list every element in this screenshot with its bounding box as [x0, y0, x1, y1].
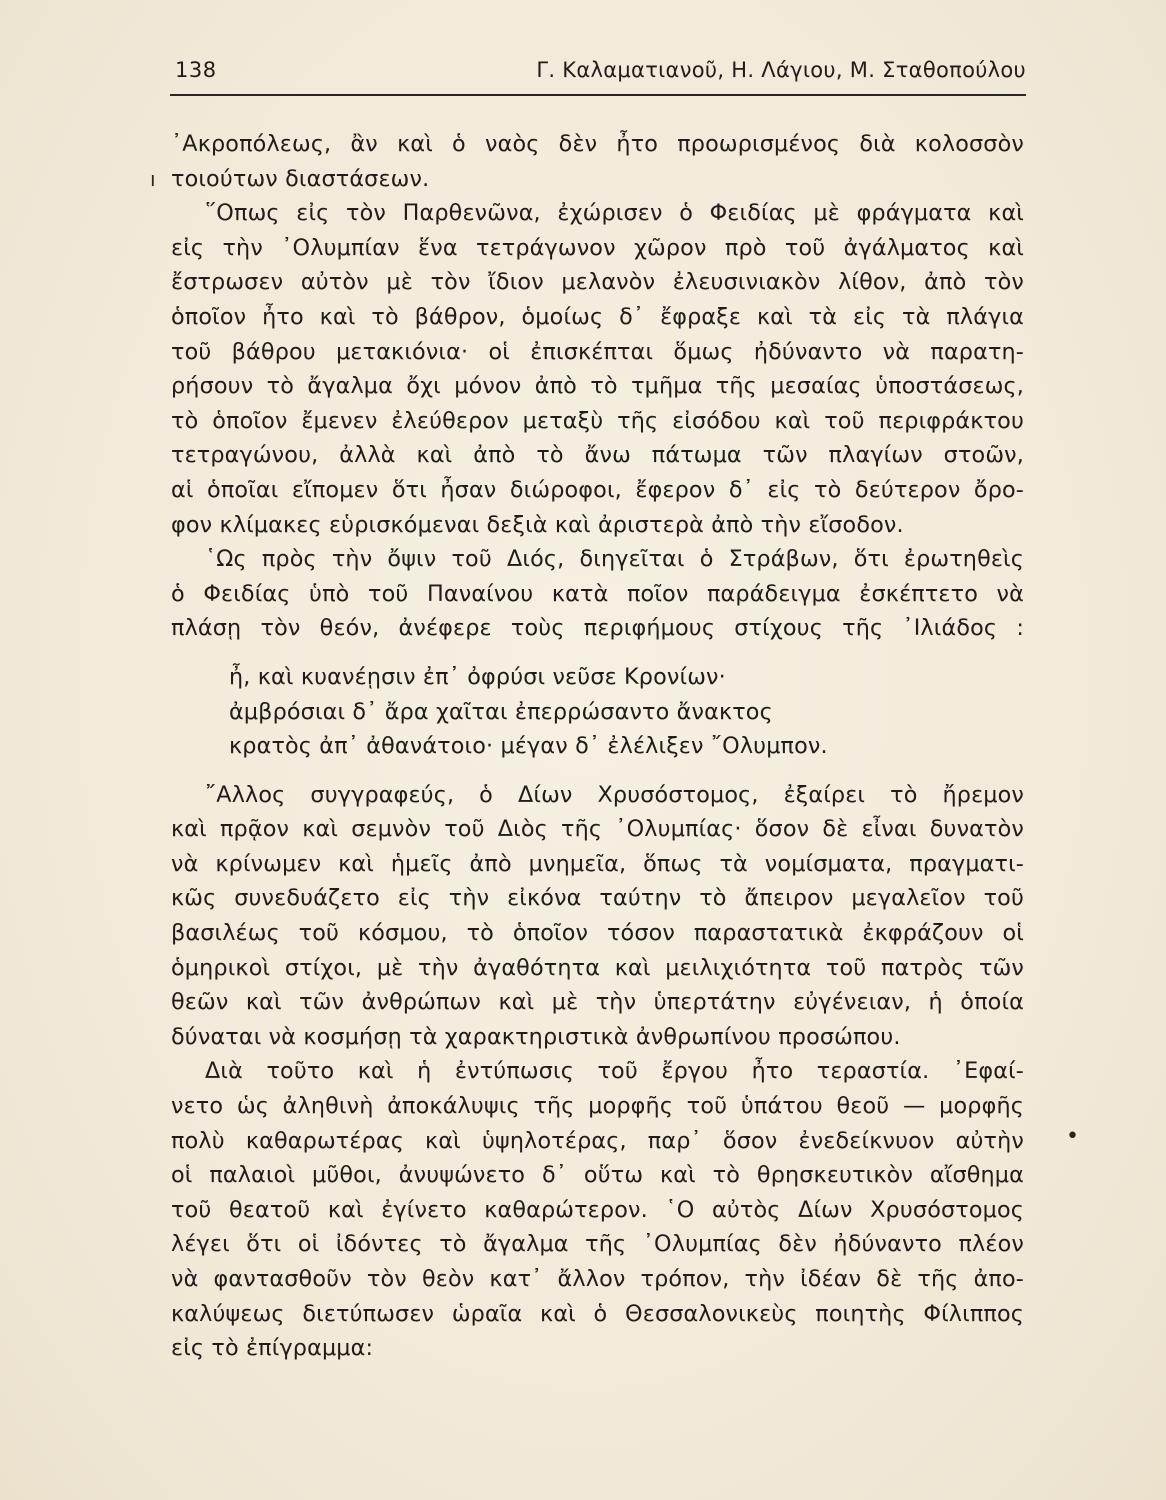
verse-quotation: [171, 660, 1024, 764]
text-line: ῎Αλλος συγγραφεύς, ὁ Δίων Χρυσόστομος, ἐξαίρει τὸ ἤρεμον: [205, 781, 1024, 808]
text-line: λέγει ὅτι οἱ ἰδόντες τὸ ἄγαλμα τῆς ᾿Ολυμπίας δὲν ἠδύναντο πλέον: [171, 1231, 1024, 1258]
text-line: ἔστρωσεν αὐτὸν μὲ τὸν ἴδιον μελανὸν ἐλευσινιακὸν λίθον, ἀπὸ τὸν: [171, 269, 1024, 296]
text-line: καὶ πρᾷον καὶ σεμνὸν τοῦ Διὸς τῆς ᾿Ολυμπίας· ὅσον δὲ εἶναι δυνατὸν: [171, 816, 1024, 843]
text-line: νὰ κρίνωμεν καὶ ἡμεῖς ἀπὸ μνημεῖα, ὅπως τὰ νομίσματα, πραγματι-: [171, 850, 1024, 877]
text-line: ὁμηρικοὶ στίχοι, μὲ τὴν ἀγαθότητα καὶ μειλιχιότητα τοῦ πατρὸς τῶν: [171, 954, 1024, 981]
text-line: φον κλίμακες εὑρισκόμεναι δεξιὰ καὶ ἀριστερὰ ἀπὸ τὴν εἴσοδον.: [171, 511, 904, 538]
paragraph-5: [171, 1054, 1024, 1365]
right-margin-mark: •: [1066, 1124, 1079, 1149]
verse-line: ἀμβρόσιαι δ᾿ ἄρα χαῖται ἐπερρώσαντο ἄνακτος: [229, 698, 773, 725]
text-line: ᾿Ακροπόλεως, ἂν καὶ ὁ ναὸς δὲν ἦτο προωρισμένος διὰ κολοσσὸν: [171, 131, 1024, 157]
text-line: τοῦ βάθρου μετακιόνια· οἱ ἐπισκέπται ὅμως ἠδύναντο νὰ παρατη-: [171, 338, 1024, 365]
text-line: βασιλέως τοῦ κόσμου, τὸ ὁποῖον τόσον παραστατικὰ ἐκφράζουν οἱ: [171, 920, 1024, 947]
text-line: ῞Οπως εἰς τὸν Παρθενῶνα, ἐχώρισεν ὁ Φειδίας μὲ φράγματα καὶ: [205, 200, 1024, 227]
body-text: [171, 127, 1024, 1366]
text-line: εἰς τὸ ἐπίγραμμα:: [171, 1335, 374, 1362]
text-line: οἱ παλαιοὶ μῦθοι, ἀνυψώνετο δ᾿ οὕτω καὶ τὸ θρησκευτικὸν αἴσθημα: [171, 1162, 1024, 1189]
page-number: 138: [175, 58, 217, 82]
text-line: δύναται νὰ κοσμήσῃ τὰ χαρακτηριστικὰ ἀνθρωπίνου προσώπου.: [171, 1023, 901, 1050]
text-line: εἰς τὴν ᾿Ολυμπίαν ἕνα τετράγωνον χῶρον πρὸ τοῦ ἀγάλματος καὶ: [171, 234, 1024, 261]
verse-spacer: [171, 646, 1024, 660]
text-line: Διὰ τοῦτο καὶ ἡ ἐντύπωσις τοῦ ἔργου ἦτο τεραστία. ᾿Εφαί-: [205, 1058, 1024, 1085]
text-line: τετραγώνου, ἀλλὰ καὶ ἀπὸ τὸ ἄνω πάτωμα τῶν πλαγίων στοῶν,: [171, 442, 1024, 469]
paragraph-4: [171, 778, 1024, 1055]
text-line: κῶς συνεδυάζετο εἰς τὴν εἰκόνα ταύτην τὸ ἄπειρον μεγαλεῖον τοῦ: [171, 885, 1024, 912]
text-line: αἱ ὁποῖαι εἴπομεν ὅτι ἦσαν διώροφοι, ἔφερον δ᾿ εἰς τὸ δεύτερον ὄρο-: [171, 476, 1024, 503]
paragraph-2: [171, 196, 1024, 542]
paragraph-1: [171, 127, 1024, 196]
text-line: νετο ὡς ἀληθινὴ ἀποκάλυψις τῆς μορφῆς τοῦ ὑπάτου θεοῦ — μορφῆς: [171, 1093, 1024, 1120]
text-line: τὸ ὁποῖον ἔμενεν ἐλεύθερον μεταξὺ τῆς εἰσόδου καὶ τοῦ περιφράκτου: [171, 407, 1024, 434]
text-line: ῾Ως πρὸς τὴν ὄψιν τοῦ Διός, διηγεῖται ὁ Στράβων, ὅτι ἐρωτηθεὶς: [205, 546, 1024, 573]
text-line: τοῦ θεατοῦ καὶ ἐγίνετο καθαρώτερον. ῾Ο αὐτὸς Δίων Χρυσόστομος: [171, 1196, 1024, 1223]
verse-line: ἦ, καὶ κυανέῃσιν ἐπ᾿ ὀφρύσι νεῦσε Κρονίων·: [229, 663, 726, 690]
text-line: καλύψεως διετύπωσεν ὡραῖα καὶ ὁ Θεσσαλονικεὺς ποιητὴς Φίλιππος: [171, 1300, 1024, 1327]
text-line: ὁποῖον ἦτο καὶ τὸ βάθρον, ὁμοίως δ᾿ ἔφραξε καὶ τὰ εἰς τὰ πλάγια: [171, 303, 1024, 330]
verse-line: κρατὸς ἀπ᾿ ἀθανάτοιο· μέγαν δ᾿ ἐλέλιξεν ῎Ολυμπον.: [229, 733, 828, 760]
paragraph-3: [171, 542, 1024, 646]
text-line: πλάσῃ τὸν θεόν, ἀνέφερε τοὺς περιφήμους στίχους τῆς ᾿Ιλιάδος :: [171, 615, 1024, 642]
verse-spacer: [171, 764, 1024, 778]
running-head: Γ. Καλαματιανοῦ, Η. Λάγιου, Μ. Σταθοπούλου: [536, 58, 1026, 82]
page-header: [170, 58, 1026, 90]
text-line: ὁ Φειδίας ὑπὸ τοῦ Παναίνου κατὰ ποῖον παράδειγμα ἐσκέπτετο νὰ: [171, 580, 1024, 607]
text-line: θεῶν καὶ τῶν ἀνθρώπων καὶ μὲ τὴν ὑπερτάτην εὐγένειαν, ἡ ὁποία: [171, 989, 1024, 1016]
text-line: τοιούτων διαστάσεων.: [171, 165, 430, 192]
left-margin-mark: ı: [150, 167, 156, 191]
text-line: πολὺ καθαρωτέρας καὶ ὑψηλοτέρας, παρ᾿ ὅσον ἐνεδείκνυον αὐτὴν: [171, 1127, 1024, 1154]
text-line: νὰ φαντασθοῦν τὸν θεὸν κατ᾿ ἄλλον τρόπον, τὴν ἰδέαν δὲ τῆς ἀπο-: [171, 1266, 1024, 1292]
text-line: ρήσουν τὸ ἄγαλμα ὄχι μόνον ἀπὸ τὸ τμῆμα τῆς μεσαίας ὑποστάσεως,: [171, 373, 1024, 400]
header-rule: [170, 94, 1026, 96]
